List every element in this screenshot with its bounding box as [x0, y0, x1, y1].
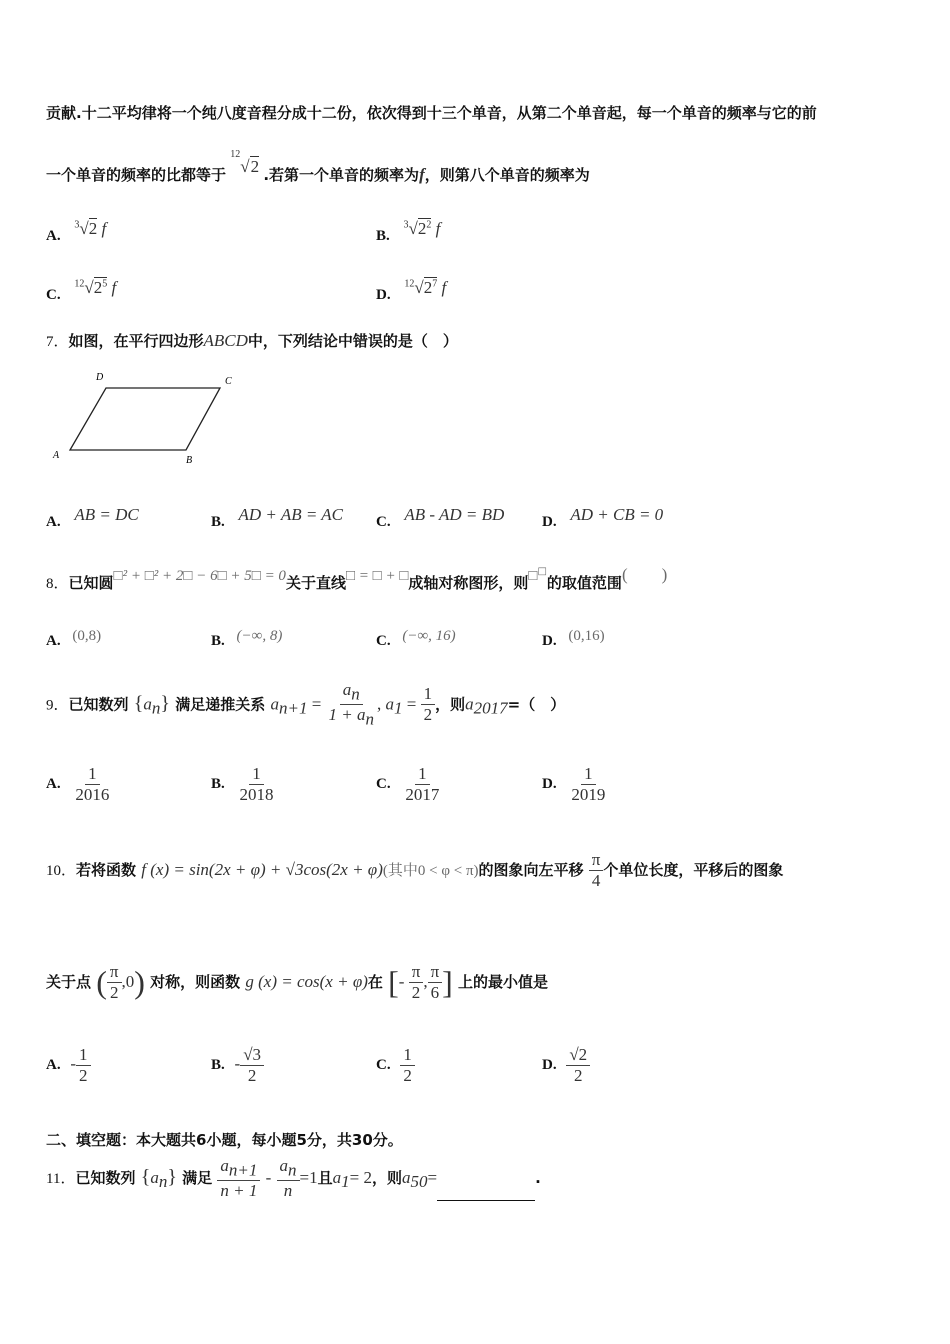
q8-option-d[interactable]: D. (0,16) — [542, 628, 605, 649]
q9-option-d[interactable]: D. $\frac{1}{2019}$ — [542, 764, 606, 804]
parallelogram-figure — [50, 368, 250, 468]
q8-stem: 8．已知圆□² + □² + 2□ − 6□ + 5□ = 0关于直线□ = □ + □成轴对称图形，则□□的取值范围( ) — [46, 565, 668, 592]
q10-stem-line2: 关于点 ( $\frac{\pi}{2}$ ,0) 对称，则函数 g (x) = cos(x + φ)在 [- $\frac{\pi}{2}$ , $\frac{\pi}{6}$ ] 上的最小值是 — [46, 962, 549, 1002]
q8-option-c[interactable]: C. (−∞, 16) — [376, 628, 456, 649]
q6-option-d[interactable]: D. $^{12}√2^7$ f — [376, 278, 447, 303]
q10-option-c[interactable]: C. $\frac{1}{2}$ — [376, 1045, 415, 1086]
q6-option-c[interactable]: C. $^{12}√2^5$ f — [46, 278, 117, 303]
q6-option-a[interactable]: A. $^3$√2 f — [46, 219, 107, 244]
q10-stem-line1: 10．若将函数 f (x) = sin(2x + φ) + √3cos(2x + φ)(其中0 < φ < π)的图象向左平移 $\frac{\pi}{4}$ 个单位长度，平移后的图象 — [46, 850, 784, 890]
q7-option-d[interactable]: D. AD + CB = 0 — [542, 505, 664, 530]
q9-a1-fraction: $\frac{1}{2}$ — [421, 684, 436, 725]
q9-option-b[interactable]: B. $\frac{1}{2018}$ — [211, 764, 274, 804]
q9-option-a[interactable]: A. $\frac{1}{2016}$ — [46, 764, 110, 804]
parallelogram-shape — [70, 388, 220, 450]
q8-option-a[interactable]: A. (0,8) — [46, 628, 102, 649]
q6-text-line1: 贡献.十二平均律将一个纯八度音程分成十二份，依次得到十三个单音，从第二个单音起，每一个单音的频率与它的前 — [46, 104, 817, 122]
q10-option-b[interactable]: B. - $\frac{√3}{2}$ — [211, 1045, 264, 1086]
q9-recursion-fraction: $\frac{a_n}{1 + a_n}$ — [328, 680, 375, 729]
vertex-a-label: A — [53, 450, 60, 461]
q9-stem: 9．已知数列 $\{a_n\}$ 满足递推关系 $a_{n+1}$ = $\frac{a_n}{1 + a_n}$ , $a_1$ = $\frac{1}{2}$ ，则$a_{2017}=$（ ） — [46, 680, 566, 729]
q6-option-b[interactable]: B. $^3√2^2$ f — [376, 219, 441, 244]
q11-stem: 11．已知数列 $\{a_n\}$ 满足 $\frac{a_{n+1}}{n + 1}$ - $\frac{a_n}{n}$ =1且$a_1= 2$，则$a_{50}=$ . — [46, 1156, 541, 1201]
q6-text-line2: 一个单音的频率的比都等于 $^{12}$√2 .若第一个单音的频率为f，则第八个单音的频率为 — [46, 149, 590, 184]
q11-answer-blank[interactable] — [437, 1185, 535, 1201]
q7-option-c[interactable]: C. AB - AD = BD — [376, 505, 505, 530]
q10-option-d[interactable]: D. $\frac{√2}{2}$ — [542, 1045, 590, 1086]
vertex-c-label: C — [225, 376, 232, 387]
q10-option-a[interactable]: A. - $\frac{1}{2}$ — [46, 1045, 91, 1086]
q7-option-a[interactable]: A. AB = DC — [46, 505, 139, 530]
q7-stem: 7．如图，在平行四边形ABCD中，下列结论中错误的是（ ） — [46, 331, 458, 350]
vertex-b-label: B — [186, 455, 193, 466]
q7-option-b[interactable]: B. AD + AB = AC — [211, 505, 343, 530]
section-2-heading: 二、填空题：本大题共6小题，每小题5分，共30分。 — [46, 1131, 403, 1149]
q9-option-c[interactable]: C. $\frac{1}{2017}$ — [376, 764, 440, 804]
q8-option-b[interactable]: B. (−∞, 8) — [211, 628, 283, 649]
vertex-d-label: D — [96, 372, 104, 383]
